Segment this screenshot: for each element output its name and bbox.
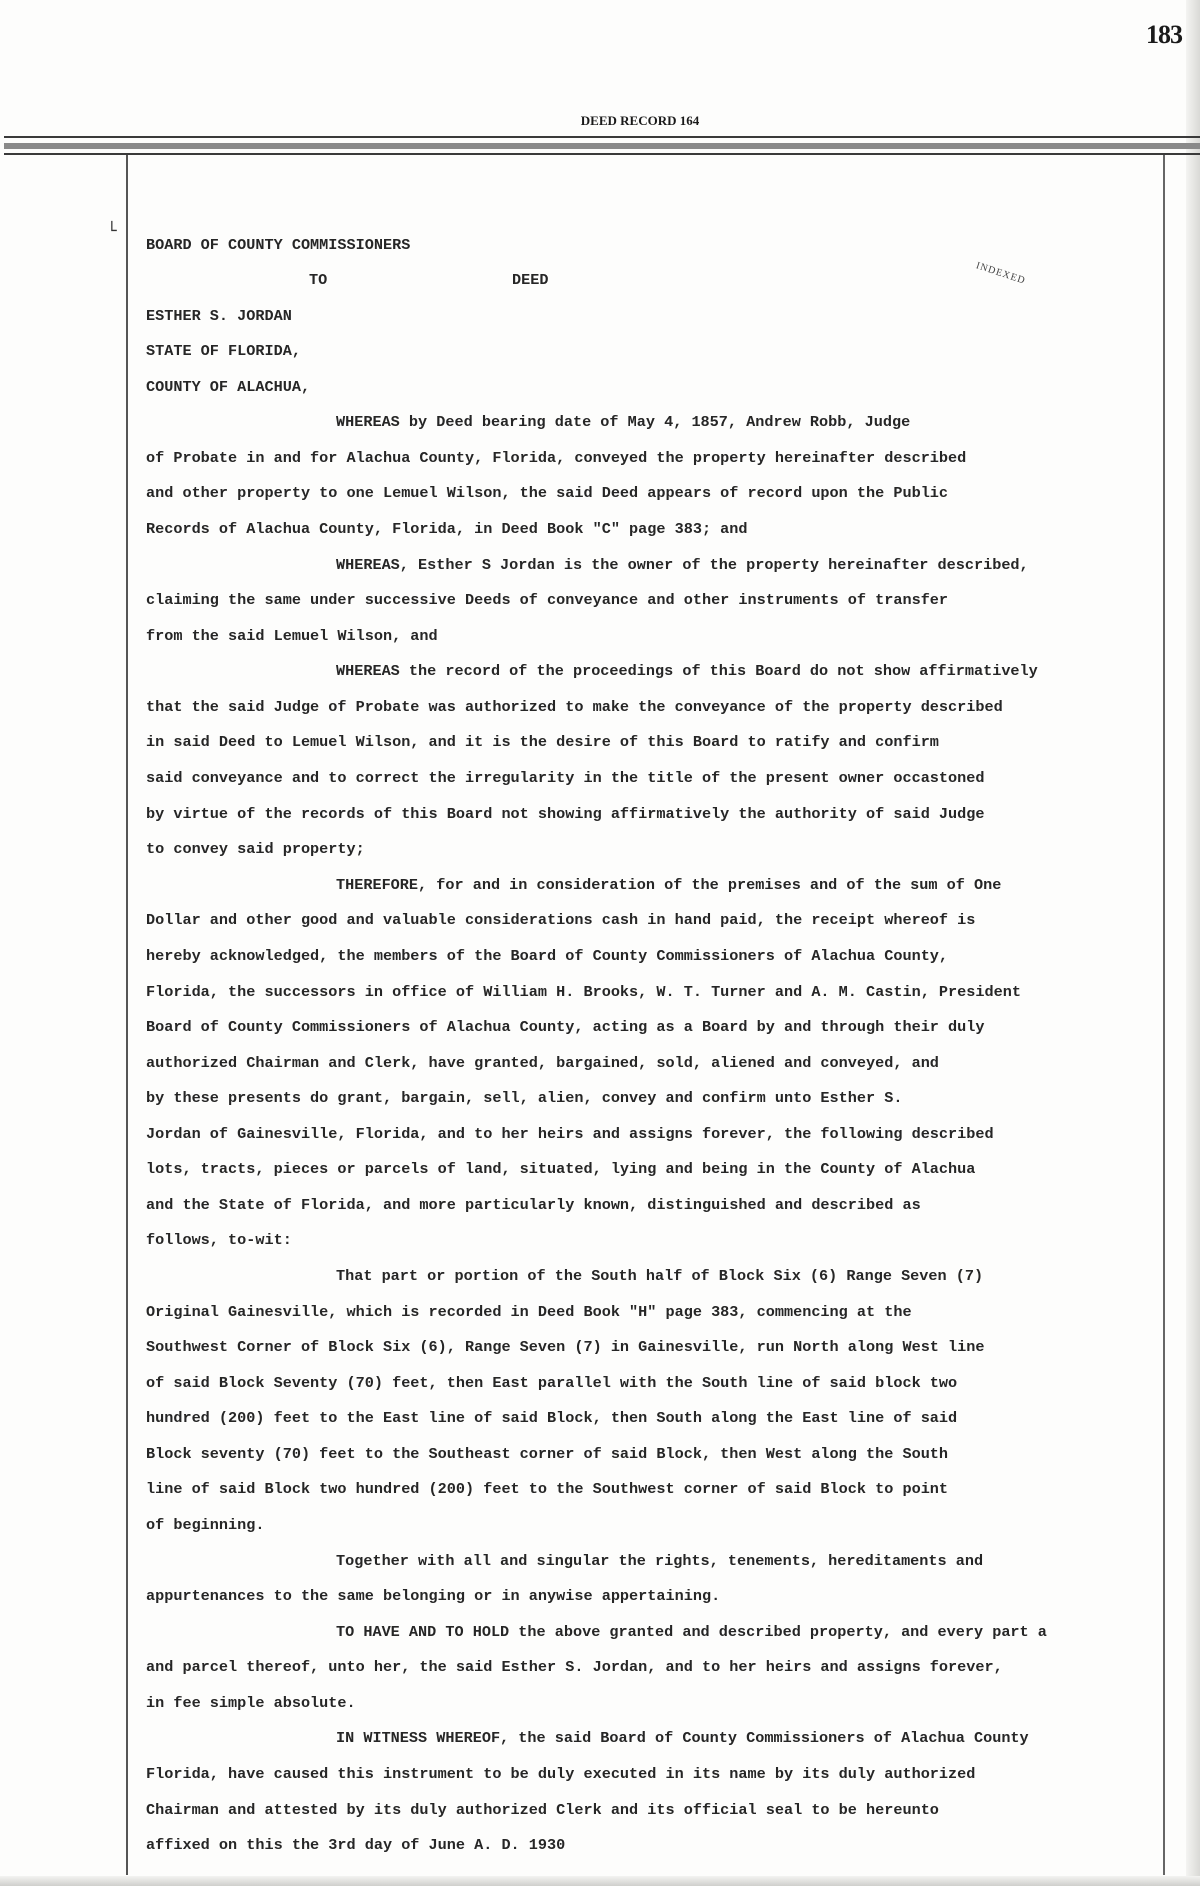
deed-text-line: Records of Alachua County, Florida, in Deed Book "C" page 383; and: [146, 520, 748, 538]
grantor-heading: BOARD OF COUNTY COMMISSIONERS: [146, 236, 411, 254]
deed-text-line: TO HAVE AND TO HOLD the above granted and described property, and every part a: [336, 1623, 1047, 1641]
indexed-stamp: INDEXED: [974, 260, 1027, 287]
deed-text-line: Board of County Commissioners of Alachua County, acting as a Board by and through their duly: [146, 1018, 985, 1036]
deed-text-line: and the State of Florida, and more particularly known, distinguished and described as: [146, 1196, 921, 1214]
deed-text-line: That part or portion of the South half of Block Six (6) Range Seven (7): [336, 1267, 984, 1285]
right-margin-rule: [1163, 155, 1165, 1875]
deed-text-line: lots, tracts, pieces or parcels of land, situated, lying and being in the County of Alachua: [146, 1160, 976, 1178]
deed-text-line: in said Deed to Lemuel Wilson, and it is the desire of this Board to ratify and confirm: [146, 733, 939, 751]
deed-text-line: WHEREAS the record of the proceedings of this Board do not show affirmatively: [336, 662, 1038, 680]
deed-text-line: Original Gainesville, which is recorded in Deed Book "H" page 383, commencing at the: [146, 1303, 912, 1321]
to-heading: TO: [309, 271, 328, 289]
deed-text-line: in fee simple absolute.: [146, 1694, 356, 1712]
deed-text-line: that the said Judge of Probate was authorized to make the conveyance of the property described: [146, 698, 1003, 716]
deed-text-line: by virtue of the records of this Board not showing affirmatively the authority of said Judge: [146, 805, 985, 823]
deed-text-line: to convey said property;: [146, 840, 365, 858]
deed-text-line: affixed on this the 3rd day of June A. D. 1930: [146, 1836, 566, 1854]
page-number: 183: [1146, 20, 1182, 49]
deed-text-line: claiming the same under successive Deeds of conveyance and other instruments of transfer: [146, 591, 949, 609]
deed-text-line: Dollar and other good and valuable considerations cash in hand paid, the receipt whereof is: [146, 911, 976, 929]
county-heading: COUNTY OF ALACHUA,: [146, 378, 311, 396]
deed-text-line: Florida, the successors in office of William H. Brooks, W. T. Turner and A. M. Castin, President: [146, 983, 1021, 1001]
deed-text-line: hundred (200) feet to the East line of said Block, then South along the East line of said: [146, 1409, 958, 1427]
margin-check-mark: └: [107, 221, 117, 240]
deed-text-line: WHEREAS, Esther S Jordan is the owner of the property hereinafter described,: [336, 556, 1029, 574]
state-heading: STATE OF FLORIDA,: [146, 342, 301, 360]
deed-text-line: by these presents do grant, bargain, sell, alien, convey and confirm unto Esther S.: [146, 1089, 903, 1107]
grantee-heading: ESTHER S. JORDAN: [146, 307, 292, 325]
deed-text-line: of beginning.: [146, 1516, 265, 1534]
header-rule-top: [4, 136, 1200, 138]
deed-text-line: Together with all and singular the rights, tenements, hereditaments and: [336, 1552, 984, 1570]
deed-text-line: THEREFORE, for and in consideration of the premises and of the sum of One: [336, 876, 1002, 894]
deed-text-line: of said Block Seventy (70) feet, then East parallel with the South line of said block two: [146, 1374, 958, 1392]
deed-text-line: IN WITNESS WHEREOF, the said Board of County Commissioners of Alachua County: [336, 1729, 1029, 1747]
deed-text-line: and other property to one Lemuel Wilson, the said Deed appears of record upon the Public: [146, 484, 949, 502]
deed-text-line: follows, to-wit:: [146, 1231, 292, 1249]
deed-text-line: Chairman and attested by its duly authorized Clerk and its official seal to be hereunto: [146, 1801, 939, 1819]
page-bottom-edge: [0, 1876, 1200, 1886]
deed-text-line: hereby acknowledged, the members of the Board of County Commissioners of Alachua County,: [146, 947, 949, 965]
deed-text-line: Florida, have caused this instrument to be duly executed in its name by its duly authorized: [146, 1765, 976, 1783]
deed-heading: DEED: [512, 271, 549, 289]
page-edge-shadow: [1186, 0, 1200, 1886]
header-rule-bottom: [4, 153, 1200, 155]
deed-text-line: authorized Chairman and Clerk, have granted, bargained, sold, aliened and conveyed, and: [146, 1054, 939, 1072]
deed-text-line: WHEREAS by Deed bearing date of May 4, 1857, Andrew Robb, Judge: [336, 413, 911, 431]
record-title: DEED RECORD 164: [580, 113, 700, 128]
deed-text-line: from the said Lemuel Wilson, and: [146, 627, 438, 645]
deed-text-line: Block seventy (70) feet to the Southeast corner of said Block, then West along the South: [146, 1445, 949, 1463]
deed-text-line: of Probate in and for Alachua County, Florida, conveyed the property hereinafter described: [146, 449, 967, 467]
deed-text-line: Southwest Corner of Block Six (6), Range Seven (7) in Gainesville, run North along West line: [146, 1338, 985, 1356]
deed-text-line: Jordan of Gainesville, Florida, and to her heirs and assigns forever, the following described: [146, 1125, 994, 1143]
left-margin-rule: [126, 155, 128, 1875]
deed-text-line: and parcel thereof, unto her, the said Esther S. Jordan, and to her heirs and assigns forever,: [146, 1658, 1003, 1676]
deed-text-line: appurtenances to the same belonging or in anywise appertaining.: [146, 1587, 721, 1605]
header-rule-thick: [4, 143, 1200, 149]
deed-text-line: line of said Block two hundred (200) feet to the Southwest corner of said Block to point: [146, 1480, 949, 1498]
deed-text-line: said conveyance and to correct the irregularity in the title of the present owner occastoned: [146, 769, 985, 787]
